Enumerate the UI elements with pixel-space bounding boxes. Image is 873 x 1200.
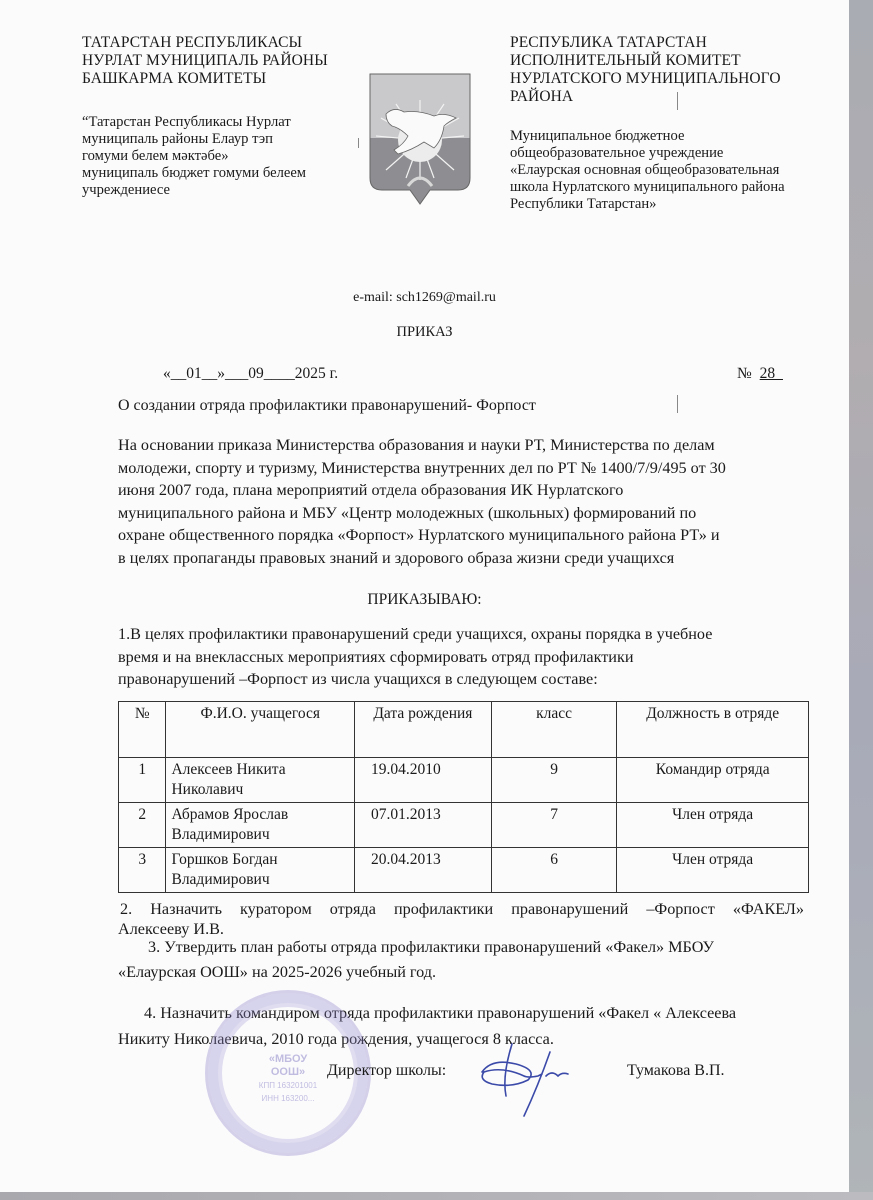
- header-num: №: [119, 702, 166, 758]
- item-2-line: Алексееву И.В.: [118, 919, 224, 938]
- order-subject: О создании отряда профилактики правонарушений- Форпост: [118, 397, 536, 414]
- stamp-line: КПП 163201001: [258, 1081, 318, 1090]
- item-3: [118, 936, 818, 983]
- table-row: [119, 848, 809, 893]
- cell-class: 7: [491, 803, 617, 848]
- item-1: [118, 623, 818, 691]
- header-left-school: [82, 114, 306, 199]
- item-2: [118, 898, 804, 937]
- item-1-line: 1.В целях профилактики правонарушений среди учащихся, охраны порядка в учебное: [118, 625, 713, 643]
- scan-edge-bottom: [0, 1192, 873, 1200]
- cell-name: Абрамов Ярослав Владимирович: [166, 803, 354, 848]
- order-heading: ПРИКАЗЫВАЮ:: [367, 591, 482, 608]
- table-row: [119, 803, 809, 848]
- header-name: Ф.И.О. учащегося: [166, 702, 354, 758]
- preamble-line: На основании приказа Министерства образования и науки РТ, Министерства по делам: [118, 436, 715, 454]
- item-2-line: 2. Назначить куратором отряда профилактики правонарушений –Форпост «ФАКЕЛ»: [120, 900, 804, 918]
- preamble-line: муниципального района и МБУ «Центр молодежных (школьных) формирований по: [118, 503, 697, 522]
- cell-dob: 20.04.2013: [354, 848, 491, 893]
- order-date: «__01__»___09____2025 г.: [163, 365, 339, 382]
- cell-name: Горшков Богдан Владимирович: [166, 848, 354, 893]
- preamble-line: в целях пропаганды правовых знаний и здорового образа жизни среди учащихся: [118, 548, 675, 567]
- header-right-org: [510, 34, 781, 106]
- doc-type-title: ПРИКАЗ: [396, 324, 453, 340]
- scan-artifact: [358, 138, 359, 148]
- cell-num: 3: [119, 848, 166, 893]
- cell-class: 6: [491, 848, 617, 893]
- header-left-org: [82, 34, 328, 88]
- header-right-org-line: РЕСПУБЛИКА ТАТАРСТАН: [510, 34, 707, 51]
- header-right-org-line: НУРЛАТСКОГО МУНИЦИПАЛЬНОГО: [510, 70, 781, 87]
- cell-dob: 19.04.2010: [354, 758, 491, 803]
- header-left-school-line: муниципаль бюджет гомуми белеем: [82, 165, 307, 181]
- header-left-school-line: муниципаль районы Елаур тэп: [82, 131, 273, 147]
- header-right-org-line: РАЙОНА: [510, 88, 574, 105]
- cell-role: Командир отряда: [617, 758, 809, 803]
- cell-name: Алексеев Никита Николавич: [166, 758, 354, 803]
- order-number-label: №: [737, 365, 752, 382]
- header-right-org-line: ИСПОЛНИТЕЛЬНЫЙ КОМИТЕТ: [510, 52, 741, 69]
- item-3-line: «Елаурская ООШ» на 2025-2026 учебный год.: [118, 962, 437, 981]
- order-number: [737, 365, 783, 383]
- header-role: Должность в отряде: [617, 702, 809, 758]
- item-4-line: 4. Назначить командиром отряда профилактики правонарушений «Факел « Алексеева: [144, 1004, 737, 1022]
- stamp-line: ООШ»: [270, 1066, 306, 1078]
- table-row: [119, 758, 809, 803]
- header-left-org-line: НУРЛАТ МУНИЦИПАЛЬ РАЙОНЫ: [82, 52, 328, 69]
- preamble-line: июня 2007 года, плана мероприятий отдела образования ИК Нурлатского: [118, 481, 624, 499]
- header-left-org-line: БАШКАРМА КОМИТЕТЫ: [82, 70, 267, 87]
- header-right-school: [510, 128, 785, 213]
- preamble-line: охране общественного порядка «Форпост» Нурлатского муниципального района РТ» и: [118, 526, 720, 544]
- preamble: [118, 434, 818, 569]
- header-class: класс: [491, 702, 617, 758]
- item-3-line: 3. Утвердить план работы отряда профилактики правонарушений «Факел» МБОУ: [148, 938, 714, 956]
- header-right-school-line: Республики Татарстан»: [510, 196, 657, 212]
- cell-dob: 07.01.2013: [354, 803, 491, 848]
- cell-class: 9: [491, 758, 617, 803]
- order-number-value: 28_: [759, 365, 783, 382]
- item-1-line: время и на внеклассных мероприятиях сформировать отряд профилактики: [118, 647, 634, 666]
- scan-artifact: [677, 395, 678, 413]
- scan-artifact: [677, 92, 678, 110]
- signature-title: Директор школы:: [327, 1062, 447, 1079]
- handwritten-signature-icon: [472, 1036, 592, 1126]
- roster-table: [118, 701, 809, 893]
- cell-num: 1: [119, 758, 166, 803]
- header-left-org-line: ТАТАРСТАН РЕСПУБЛИКАСЫ: [82, 34, 303, 51]
- stamp-line: ИНН 163200...: [261, 1094, 315, 1103]
- header-right-school-line: общеобразовательное учреждение: [510, 145, 724, 161]
- coat-of-arms-icon: [364, 70, 476, 220]
- item-4-line: Никиту Николаевича, 2010 года рождения, учащегося 8 класса.: [118, 1029, 554, 1048]
- header-right-school-line: школа Нурлатского муниципального района: [510, 179, 785, 195]
- stamp-line: «МБОУ: [268, 1053, 308, 1065]
- table-header-row: [119, 702, 809, 758]
- signatory-name: Тумакова В.П.: [627, 1062, 725, 1079]
- email: e-mail: sch1269@mail.ru: [353, 290, 496, 305]
- cell-role: Член отряда: [617, 803, 809, 848]
- preamble-line: молодежи, спорту и туризму, Министерства внутренних дел по РТ № 1400/7/9/495 от 30: [118, 458, 726, 477]
- cell-role: Член отряда: [617, 848, 809, 893]
- item-1-line: правонарушений –Форпост из числа учащихся в следующем составе:: [118, 670, 598, 688]
- header-left-school-line: учреждениесе: [82, 182, 170, 198]
- header-dob: Дата рождения: [354, 702, 491, 758]
- header-left-school-line: гомуми белем мәктәбе»: [82, 148, 229, 164]
- header-right-school-line: Муниципальное бюджетное: [510, 128, 685, 144]
- cell-num: 2: [119, 803, 166, 848]
- scan-edge: [849, 0, 873, 1200]
- header-left-school-line: “Татарстан Республикасы Нурлат: [82, 114, 291, 130]
- header-right-school-line: «Елаурская основная общеобразовательная: [510, 162, 780, 178]
